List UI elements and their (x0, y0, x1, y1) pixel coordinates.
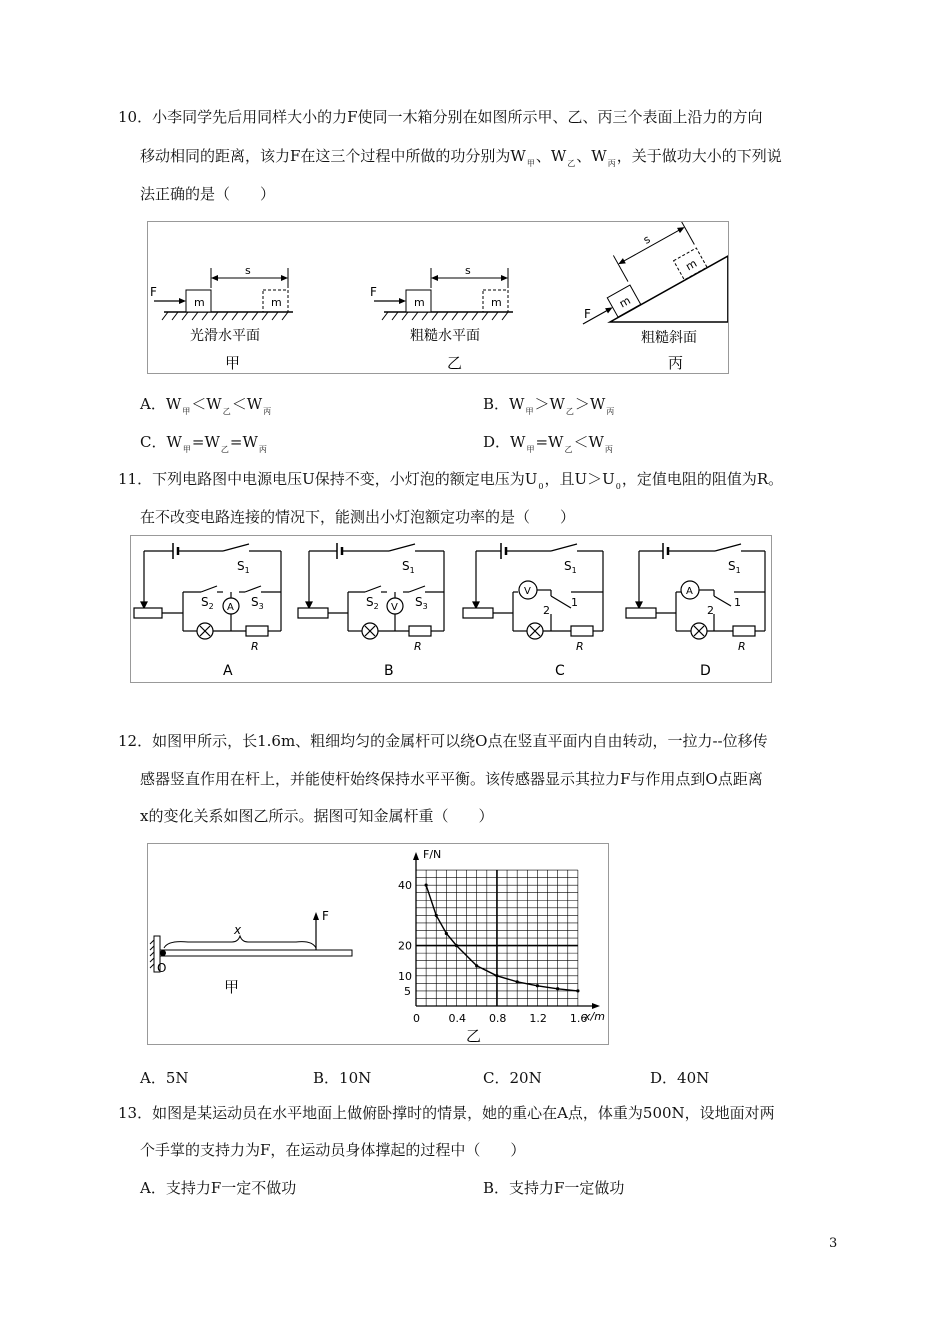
q12-line2: 感器竖直作用在杆上，并能使杆始终保持水平平衡。该传感器显示其拉力F与作用点到O点距离 (140, 770, 763, 788)
q12-line3: x的变化关系如图乙所示。据图可知金属杆重（ ） (140, 807, 494, 825)
svg-text:R: R (576, 640, 584, 653)
svg-text:R: R (414, 640, 422, 653)
q13-line2: 个手掌的支持力为F，在运动员身体撑起的过程中（ ） (140, 1141, 526, 1159)
svg-text:丙: 丙 (668, 354, 684, 372)
circuit-b (298, 543, 444, 639)
q12-line1: 12．如图甲所示，长1.6m、粗细均匀的金属杆可以绕O点在竖直平面内自由转动，一拉力--位移传 (118, 732, 768, 750)
force-displacement-chart (398, 848, 605, 1044)
switch-label: $S_1$ (237, 559, 250, 575)
q13-option-a[interactable]: A．支持力F一定不做功 (140, 1179, 297, 1197)
page-number: 3 (829, 1236, 838, 1251)
svg-text:m: m (491, 296, 502, 309)
distance-label: x (234, 923, 242, 937)
y-tick-label: 20 (398, 939, 412, 953)
svg-text:S2: $S_2$ (366, 595, 379, 611)
svg-text:F: F (584, 307, 591, 321)
q12-option-a[interactable]: A．5N (140, 1069, 189, 1087)
q10-option-a[interactable]: A．$W_甲<W_乙<W_丙$ (140, 395, 272, 416)
circuit-a (134, 543, 281, 639)
x-tick-label: 1.6 (569, 1012, 588, 1025)
q13-option-b[interactable]: B．支持力F一定做功 (483, 1179, 625, 1197)
data-point (425, 884, 428, 887)
caption-jia: 甲 (224, 978, 240, 996)
force-label: F (150, 285, 157, 299)
svg-text:m: m (414, 296, 425, 309)
distance-label: s (245, 264, 251, 277)
svg-text:1: 1 (734, 596, 741, 609)
q10-line3: 法正确的是（ ） (140, 185, 276, 203)
svg-text:m: m (683, 256, 700, 274)
y-tick-label: 40 (398, 879, 412, 893)
svg-text:S1: $S_1$ (564, 559, 577, 575)
caption: 甲 (225, 354, 241, 372)
svg-text:A: A (686, 586, 693, 597)
data-point (455, 944, 458, 947)
force-label: F (322, 909, 329, 923)
mass-label: m (194, 296, 205, 309)
q10-option-d[interactable]: D．$W_甲=W_乙<W_丙$ (483, 433, 613, 454)
q11-line1: 11．下列电路图中电源电压U保持不变，小灯泡的额定电压为$U_0$，且$U>U_0$，定值电阻的阻值为R。 (118, 470, 784, 491)
svg-text:s: s (465, 264, 471, 277)
q12-option-b[interactable]: B．10N (313, 1069, 372, 1087)
resistor-label: R (251, 640, 259, 653)
q12-option-c[interactable]: C．20N (483, 1069, 542, 1087)
fig-bing (559, 222, 728, 372)
svg-text:F: F (370, 285, 377, 299)
data-point (536, 984, 539, 987)
q10-line1: 10．小李同学先后用同样大小的力F使同一木箱分别在如图所示甲、乙、丙三个表面上沿力的方向 (118, 108, 763, 126)
svg-text:m: m (271, 296, 282, 309)
surface-label: 光滑水平面 (190, 328, 260, 344)
q10-option-c[interactable]: C．$W_甲=W_乙=W_丙$ (140, 433, 267, 454)
q10-figure (147, 221, 729, 374)
data-point (475, 964, 478, 967)
circuit-caption: A (223, 663, 233, 679)
svg-text:V: V (524, 586, 531, 597)
q10-line2: 移动相同的距离，该力F在这三个过程中所做的功分别为$W_甲$、$W_乙$、$W_丙$，关于做功大小的下列说 (140, 147, 782, 168)
caption-yi: 乙 (466, 1027, 482, 1044)
x-tick-label: 1.2 (529, 1012, 547, 1025)
svg-text:S1: $S_1$ (728, 559, 741, 575)
svg-text:2: 2 (707, 604, 714, 617)
x-axis-arrow (592, 1003, 600, 1009)
q10-option-b[interactable]: B．$W_甲>W_乙>W_丙$ (483, 395, 615, 416)
data-point (445, 932, 448, 935)
q11-line2: 在不改变电路连接的情况下，能测出小灯泡额定功率的是（ ） (140, 508, 576, 526)
data-point (516, 980, 519, 983)
x-tick-label: 0 (413, 1012, 420, 1025)
lever-diagram (150, 909, 352, 996)
data-point (556, 987, 559, 990)
q11-figure (130, 535, 772, 683)
svg-text:粗糙水平面: 粗糙水平面 (410, 328, 480, 344)
circuit-d (626, 543, 765, 639)
y-axis-arrow (413, 852, 419, 860)
fig-jia (150, 264, 293, 372)
svg-text:S3: $S_3$ (415, 595, 428, 611)
data-point (495, 974, 498, 977)
pivot-label: O (157, 961, 167, 975)
ammeter-label: A (227, 602, 234, 613)
q12-figure (147, 843, 609, 1045)
svg-text:s: s (641, 232, 653, 247)
voltmeter-label: V (391, 602, 398, 613)
data-point (576, 989, 579, 992)
svg-text:1: 1 (571, 596, 578, 609)
svg-text:粗糙斜面: 粗糙斜面 (641, 330, 697, 346)
x-tick-label: 0.4 (448, 1012, 466, 1025)
circuit-caption: D (700, 663, 711, 679)
q12-option-d[interactable]: D．40N (650, 1069, 710, 1087)
y-tick-label: 5 (404, 984, 411, 998)
fig-yi (370, 264, 513, 372)
circuit-c (463, 543, 603, 639)
y-axis-label: F/N (423, 848, 442, 861)
x-tick-label: 0.8 (488, 1012, 507, 1025)
svg-text:S2: $S_2$ (201, 595, 214, 611)
q13-line1: 13．如图是某运动员在水平地面上做俯卧撑时的情景，她的重心在A点，体重为500N，设地面对两 (118, 1104, 775, 1122)
svg-text:2: 2 (543, 604, 550, 617)
y-tick-label: 10 (398, 969, 412, 983)
svg-text:m: m (617, 293, 633, 311)
svg-text:R: R (738, 640, 746, 653)
data-point (435, 914, 438, 917)
svg-text:S1: $S_1$ (402, 559, 415, 575)
circuit-caption: B (384, 663, 394, 679)
svg-text:乙: 乙 (447, 354, 463, 372)
circuit-caption: C (555, 663, 565, 679)
x-axis-label: x/m (584, 1010, 605, 1023)
svg-text:S3: $S_3$ (251, 595, 264, 611)
